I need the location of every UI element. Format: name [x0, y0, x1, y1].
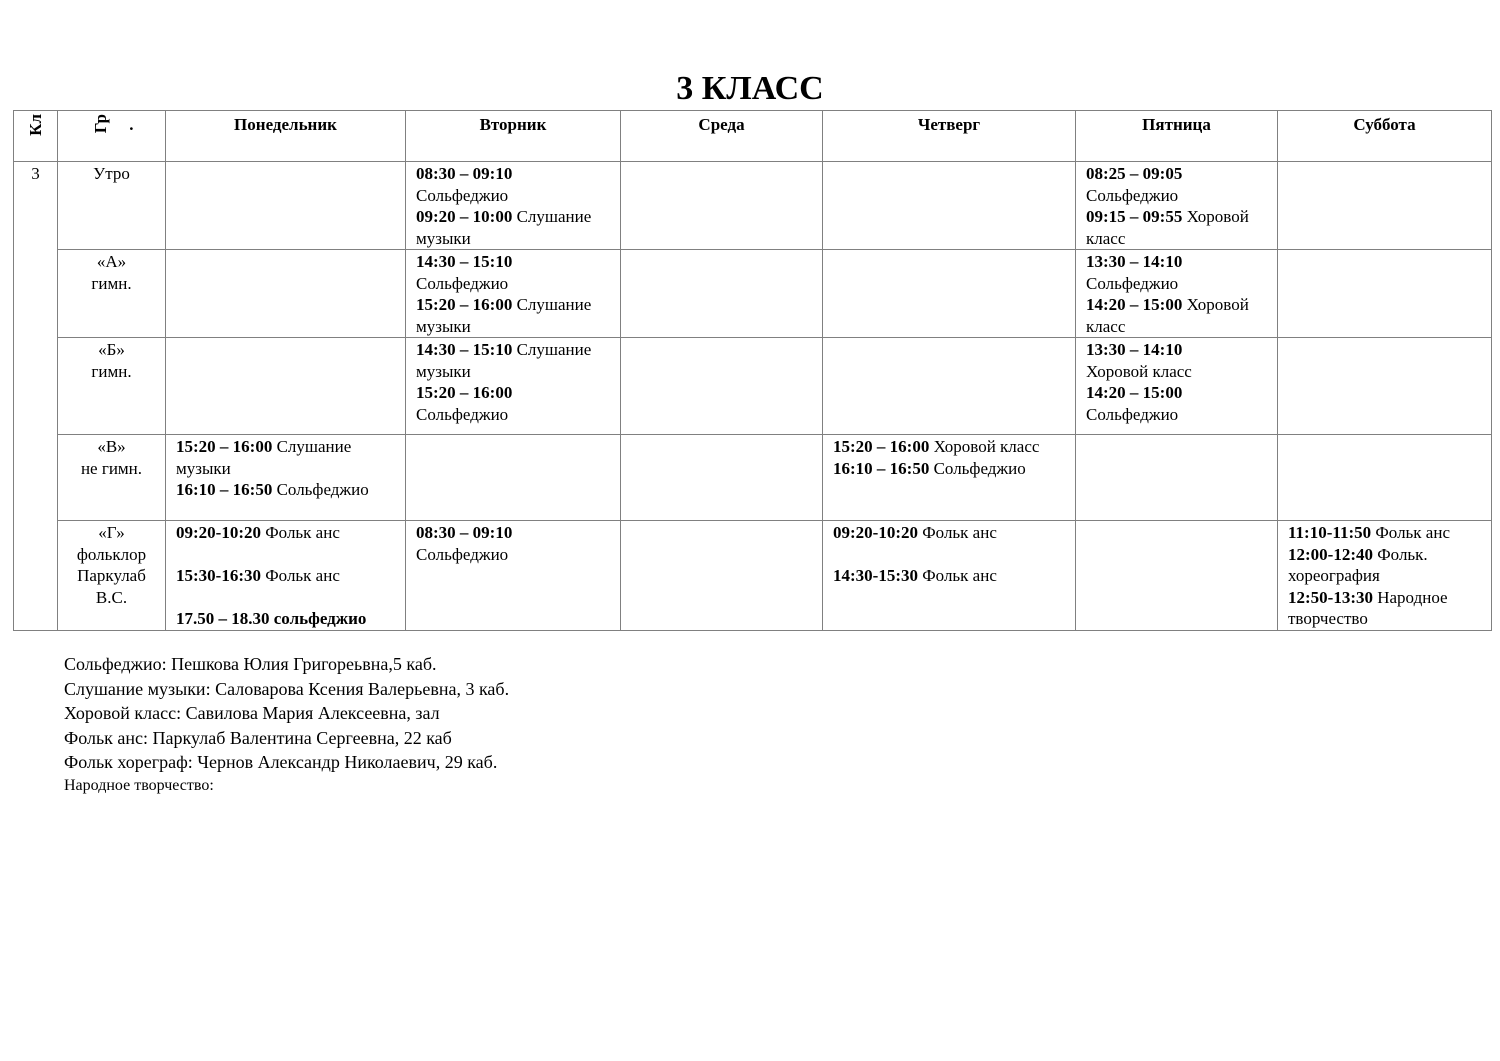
entry-subject: Хоровой класс	[1086, 361, 1192, 381]
entry-subject: Фольк анс	[917, 523, 997, 542]
entry-subject: Фольк анс	[260, 566, 340, 585]
entry-subject: Фольк анс	[1371, 523, 1450, 542]
group-label-line: Утро	[93, 164, 130, 183]
schedule-cell	[406, 338, 621, 435]
schedule-entry	[833, 522, 1065, 544]
entry-time: 15:20 – 16:00	[833, 437, 930, 456]
entry-subject: Сольфеджио	[1086, 273, 1179, 293]
entry-time: 13:30 – 14:10	[1086, 252, 1183, 271]
schedule-entry	[176, 608, 395, 630]
schedule-entry	[416, 339, 610, 382]
schedule-body	[14, 162, 1492, 631]
schedule-entry	[1086, 382, 1267, 425]
schedule-entry	[1086, 339, 1267, 382]
entry-subject: Слушание музыки	[416, 340, 592, 381]
entry-time: 15:30-16:30	[176, 566, 261, 585]
entry-subject: Сольфеджио	[416, 404, 509, 424]
schedule-cell	[1076, 521, 1278, 631]
day-header-wednesday: Среда	[621, 111, 823, 162]
group-label	[58, 521, 166, 631]
group-label-line: «Б»	[98, 340, 125, 359]
entry-time: 09:20 – 10:00	[416, 207, 513, 226]
entry-time: 09:20-10:20	[833, 523, 918, 542]
schedule-entry	[416, 522, 610, 565]
entry-subject: Слушание музыки	[416, 207, 592, 248]
entry-time: 13:30 – 14:10	[1086, 340, 1183, 359]
entry-time: 14:30 – 15:10	[416, 252, 513, 271]
schedule-cell	[1278, 162, 1492, 250]
note-line: Хоровой класс: Савилова Мария Алексеевна, зал	[64, 703, 440, 723]
entry-subject: Сольфеджио	[929, 458, 1026, 478]
teacher-notes	[64, 652, 509, 797]
schedule-entry	[1086, 294, 1267, 337]
day-header-monday: Понедельник	[166, 111, 406, 162]
entry-subject: Слушание музыки	[176, 437, 352, 478]
class-number: 3	[14, 162, 58, 631]
group-column-header: Гр .	[58, 111, 166, 162]
day-header-thursday: Четверг	[823, 111, 1076, 162]
entry-time: 16:10 – 16:50	[176, 480, 273, 499]
schedule-entry	[416, 382, 610, 425]
entry-time: 14:30 – 15:10	[416, 340, 513, 359]
entry-subject: Сольфеджио	[272, 480, 369, 499]
entry-spacer	[833, 544, 1065, 566]
entry-time: 14:20 – 15:00	[1086, 295, 1183, 314]
schedule-entry	[833, 458, 1065, 480]
entry-time: 08:30 – 09:10	[416, 523, 513, 542]
entry-subject: Хоровой класс	[929, 437, 1040, 456]
entry-subject: Слушание музыки	[416, 295, 592, 336]
entry-time: 17.50 – 18.30 сольфеджио	[176, 609, 367, 628]
schedule-entry	[416, 206, 610, 249]
entry-time: 09:15 – 09:55	[1086, 207, 1183, 226]
schedule-entry	[176, 522, 395, 544]
entry-spacer	[176, 587, 395, 609]
note-line: Народное творчество:	[64, 776, 214, 794]
schedule-entry	[1288, 522, 1481, 544]
entry-time: 11:10-11:50	[1288, 523, 1372, 542]
schedule-entry	[1086, 251, 1267, 294]
schedule-cell	[166, 162, 406, 250]
note-line: Фольк анс: Паркулаб Валентина Сергеевна, 22 каб	[64, 727, 452, 748]
day-header-saturday: Суббота	[1278, 111, 1492, 162]
schedule-row	[14, 162, 1492, 250]
entry-time: 15:20 – 16:00	[416, 383, 513, 402]
schedule-row	[14, 250, 1492, 338]
schedule-cell	[621, 162, 823, 250]
schedule-cell	[1076, 250, 1278, 338]
entry-time: 15:20 – 16:00	[416, 295, 513, 314]
schedule-cell	[621, 250, 823, 338]
schedule-cell	[823, 250, 1076, 338]
schedule-cell	[823, 162, 1076, 250]
schedule-cell	[166, 521, 406, 631]
schedule-cell	[823, 338, 1076, 435]
schedule-entry	[1288, 544, 1481, 587]
schedule-entry	[416, 294, 610, 337]
schedule-cell	[1278, 435, 1492, 521]
schedule-cell	[823, 521, 1076, 631]
schedule-entry	[416, 251, 610, 294]
group-label-line: фольклор	[76, 544, 147, 564]
class-column-header: Кл	[14, 111, 58, 162]
header-row	[14, 111, 1492, 162]
schedule-cell	[406, 521, 621, 631]
schedule-row	[14, 521, 1492, 631]
group-label-line: гимн.	[91, 361, 132, 381]
day-header-friday: Пятница	[1076, 111, 1278, 162]
entry-time: 09:20-10:20	[176, 523, 261, 542]
entry-subject: Хоровой класс	[1086, 295, 1249, 336]
schedule-cell	[166, 250, 406, 338]
schedule-row	[14, 435, 1492, 521]
entry-subject: Фольк. хореография	[1288, 544, 1428, 585]
schedule-entry	[833, 436, 1065, 458]
entry-time: 15:20 – 16:00	[176, 437, 273, 456]
group-label-line: гимн.	[91, 273, 132, 293]
group-label-line: «А»	[96, 252, 127, 271]
schedule-cell	[406, 250, 621, 338]
group-label-line: Паркулаб	[77, 566, 146, 585]
schedule-table	[13, 110, 1492, 631]
page-title: 3 КЛАСС	[676, 70, 824, 107]
schedule-cell	[823, 435, 1076, 521]
schedule-cell	[1076, 338, 1278, 435]
group-label-line: не гимн.	[80, 458, 143, 478]
schedule-entry	[176, 479, 395, 501]
entry-subject: Сольфеджио	[1086, 404, 1179, 424]
entry-time: 08:25 – 09:05	[1086, 164, 1183, 183]
entry-subject: Сольфеджио	[416, 273, 509, 293]
schedule-cell	[166, 435, 406, 521]
schedule-entry	[833, 565, 1065, 587]
schedule-entry	[1086, 163, 1267, 206]
entry-spacer	[176, 544, 395, 566]
schedule-entry	[176, 565, 395, 587]
group-label	[58, 435, 166, 521]
schedule-cell	[621, 521, 823, 631]
schedule-cell	[1076, 162, 1278, 250]
note-line: Фольк хореграф: Чернов Александр Николаевич, 29 каб.	[64, 752, 498, 772]
entry-subject: Хоровой класс	[1086, 207, 1249, 248]
schedule-cell	[1076, 435, 1278, 521]
group-label	[58, 162, 166, 250]
schedule-cell	[621, 435, 823, 521]
group-label-line: В.С.	[95, 587, 128, 607]
schedule-cell	[406, 435, 621, 521]
group-label	[58, 250, 166, 338]
note-line: Слушание музыки: Саловарова Ксения Валерьевна, 3 каб.	[64, 678, 510, 699]
entry-subject: Сольфеджио	[416, 544, 509, 564]
entry-time: 16:10 – 16:50	[833, 458, 930, 478]
schedule-cell	[1278, 250, 1492, 338]
entry-time: 14:30-15:30	[833, 566, 918, 585]
group-label	[58, 338, 166, 435]
schedule-cell	[621, 338, 823, 435]
day-header-tuesday: Вторник	[406, 111, 621, 162]
schedule-cell	[1278, 338, 1492, 435]
entry-time: 14:20 – 15:00	[1086, 383, 1183, 402]
group-label-line: «Г»	[98, 523, 125, 542]
schedule-row	[14, 338, 1492, 435]
entry-subject: Сольфеджио	[416, 185, 509, 205]
entry-subject: Фольк анс	[917, 566, 997, 585]
schedule-entry	[1288, 587, 1481, 630]
note-line: Сольфеджио: Пешкова Юлия Григореьвна,5 каб.	[64, 654, 437, 674]
entry-time: 12:50-13:30	[1288, 587, 1373, 607]
entry-subject: Фольк анс	[260, 523, 340, 542]
entry-time: 08:30 – 09:10	[416, 164, 513, 183]
schedule-entry	[176, 436, 395, 479]
schedule-cell	[166, 338, 406, 435]
entry-time: 12:00-12:40	[1288, 544, 1373, 564]
schedule-cell	[1278, 521, 1492, 631]
schedule-entry	[1086, 206, 1267, 249]
schedule-cell	[406, 162, 621, 250]
entry-subject: Народное творчество	[1288, 587, 1448, 628]
schedule-entry	[416, 163, 610, 206]
entry-subject: Сольфеджио	[1086, 185, 1179, 205]
group-label-line: «В»	[97, 437, 126, 456]
